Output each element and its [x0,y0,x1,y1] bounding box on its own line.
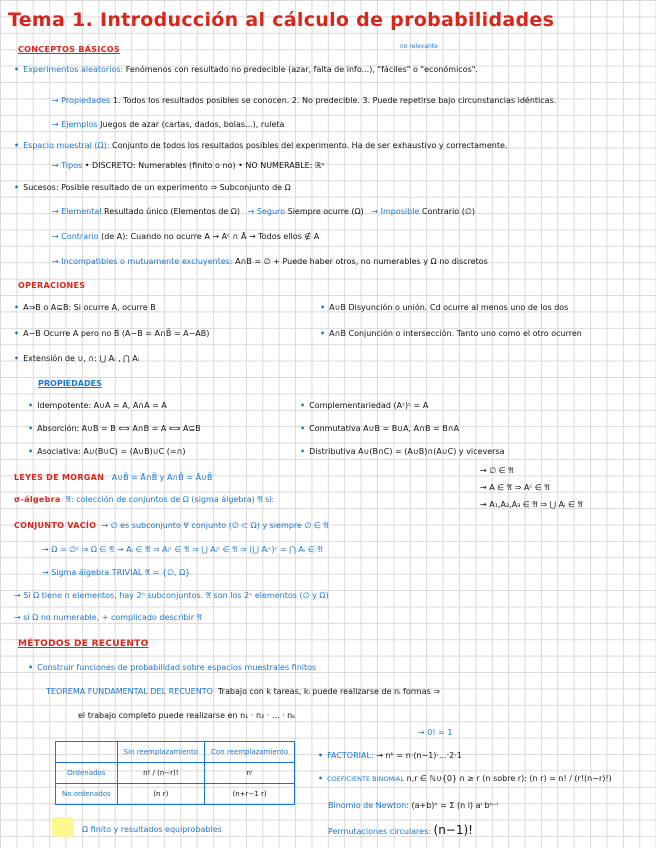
sigma-line-a: → Ω = ∅ᶜ ⇒ Ω ∈ 𝔄 → Aᵢ ∈ 𝔄 ⇒ Aᵢᶜ ∈ 𝔄 ⇒ ⋃ Aᵢᶜ ∈ 𝔄 ⇒ (⋃ Aᵢᶜ)ᶜ = ⋂ Aᵢ ∈ 𝔄 [42,545,323,554]
props-text: 1. Todos los resultados posibles se conocen. 2. No predecible. 3. Puede repetirse bajo circunstancias idénticas. [112,96,557,105]
space-text: Conjunto de todos los resultados posibles del experimento. Ha de ser exhaustivo y correctamente. [112,141,508,150]
props-line [52,95,556,107]
types-line [52,160,324,172]
events-line: • Sucesos: Posible resultado de un experimento ⇒ Subconjunto de Ω [14,183,291,192]
sigma-line [14,494,274,506]
table-cell-cr: (n+r−1 r) [205,784,295,805]
table-corner [56,742,118,763]
empty-line [14,520,329,532]
highlight-mark [52,817,74,837]
prop-line-1: • Idempotente: A∪A = A, A∩A = A [28,401,167,410]
counting-table [55,741,295,805]
theorem-label: TEOREMA FUNDAMENTAL DEL RECUENTO [46,687,213,696]
experiment-label: Experimentos aleatorios: [23,65,124,74]
props-label: → Propiedades [52,96,111,105]
contrario-line [52,231,319,243]
page-title: Tema 1. Introducción al cálculo de probabilidades [8,9,555,31]
sigma-cond-2: → A ∈ 𝔄 ⇒ Aᶜ ∈ 𝔄 [480,483,550,492]
op-line-3: • Extensión de ∪, ∩: ⋃ Aᵢ , ⋂ Aᵢ [14,354,140,363]
morgan-line [14,472,212,484]
prop-line-3: • Asociativa: A∪(B∪C) = (A∪B)∪C (=∩) [28,447,186,456]
prop-line-2b: • Conmutativa A∪B = B∪A, A∩B = B∩A [300,424,460,433]
sigma-label: σ-álgebra [14,495,61,504]
contr-text: (de A): Cuando no ocurre A → Aᶜ ∩ Ā → Todos ellos ∉ A [101,232,320,241]
table-row-ordenados: Ordenados [56,763,118,784]
prop-line-2: • Absorción: A∪B = B ⟺ A∩B = A ⟺ A⊆B [28,424,201,433]
circular-line [328,824,473,838]
factorial-line: • FACTORIAL: → nᵏ = n·(n−1)·...·2·1 [318,751,462,760]
newton-line [328,800,498,812]
imp-label: → Imposible [371,207,420,216]
types-label: → Tipos [52,161,83,170]
examples-text: Juegos de azar (cartas, dados, bolas...), ruleta [100,120,285,129]
sigma-text: 𝔄: colección de conjuntos de Ω (sigma álgebra) 𝔄 si: [65,495,275,504]
sigma-line-d: → si Ω no numerable, + complicado describir 𝔄 [14,613,202,622]
experiment-text: Fenómenos con resultado no predecible (azar, falta de info...), "fáciles" o "económicos". [125,65,478,74]
morgan-label: LEYES DE MORGAN [14,473,105,482]
sigma-cond-3: → A₁,A₂,A₃ ∈ 𝔄 ⇒ ⋃ Aᵢ ∈ 𝔄 [480,500,583,509]
experiment-line: • Experimentos aleatorios: Fenómenos con resultado no predecible (azar, falta de info...), "fáciles" o "económicos". [14,65,478,74]
section-heading-operaciones: OPERACIONES [18,281,86,290]
incompatibles-line [52,256,488,268]
theorem-text: Trabajo con k tareas, kᵢ puede realizarse de nᵢ formas ⇒ [217,687,441,696]
contr-label: → Contrario [52,232,99,241]
space-label: Espacio muestral (Ω): [23,141,110,150]
examples-line [52,119,284,131]
prop-line-1b: • Complementariedad (Aᶜ)ᶜ = A [300,401,429,410]
factorial-label: FACTORIAL: [327,751,374,760]
op-line-1b: • A∪B Disyunción o unión. Cd ocurre al menos uno de los dos [320,303,569,312]
section-heading-conceptos: CONCEPTOS BÁSICOS [18,45,120,54]
empty-text: → ∅ es subconjunto ∀ conjunto (∅ ⊂ Ω) y siempre ∅ ∈ 𝔄 [101,521,329,530]
circ-label: Permutaciones circulares: [328,827,431,836]
table-cell-vr: nʳ [205,763,295,784]
elem-text: Resultado único (Elementos de Ω) [104,207,241,216]
table-row-no-ordenados: No ordenados [56,784,118,805]
incomp-label: → Incompatibles o mutuamente excluyentes: [52,257,233,266]
sigma-line-c: → Si Ω tiene n elementos, hay 2ⁿ subconjuntos. 𝔄 son los 2ⁿ elementos (∅ y Ω) [14,591,329,600]
elemental-line [52,206,475,218]
newton-label: Binomio de Newton: [328,801,409,810]
finite-line: Ω finito y resultados equiprobables [82,825,222,834]
imp-text: Contrario (∅) [421,207,475,216]
recuento-intro: • Construir funciones de probabilidad sobre espacios muestrales finitos [28,663,317,672]
op-line-1: • A⇒B o A⊆B: Si ocurre A, ocurre B [14,303,156,312]
types-text: • DISCRETO: Numerables (finito o no) • NO NUMERABLE: ℝⁿ [84,161,325,170]
op-line-2: • A−B Ocurre A pero no B (A−B = A∩B̄ = A−AB) [14,329,210,338]
table-header-con: Con reemplazamiento [205,742,295,763]
morgan-text: A∪B̄ = Ā∩B̄ y A∩B̄ = Ā∪B̄ [111,473,213,482]
factorial-text: → nᵏ = n·(n−1)·...·2·1 [376,751,462,760]
newton-text: (a+b)ⁿ = Σ (n i) aⁱ bⁿ⁻ⁱ [411,801,499,810]
elem-label: → Elemental [52,207,102,216]
events-label: Sucesos: [23,183,59,192]
theorem-cont: el trabajo completo puede realizarse en n₁ · n₂ · ... · nₖ [78,711,296,720]
sure-text: Siempre ocurre (Ω) [287,207,364,216]
prop-line-3b: • Distributiva A∪(B∩C) = (A∪B)∩(A∪C) y viceversa [300,447,505,456]
zero-factorial: → 0! = 1 [418,728,453,737]
binom-label: COEFICIENTE BINOMIAL [327,775,405,783]
sigma-line-b: → Sigma álgebra TRIVIAL 𝔄 = {∅, Ω} [42,568,191,577]
empty-label: CONJUNTO VACÍO [14,521,97,530]
space-line: • Espacio muestral (Ω): Conjunto de todos los resultados posibles del experimento. Ha de ser exhaustivo y correctamente. [14,141,508,150]
op-line-2b: • A∩B Conjunción o intersección. Tanto uno como el otro ocurren [320,329,582,338]
examples-label: → Ejemplos [52,120,98,129]
events-text: Posible resultado de un experimento ⇒ Subconjunto de Ω [61,183,291,192]
incomp-text: A∩B = ∅ + Puede haber otros, no numerables y Ω no discretos [235,257,488,266]
sigma-cond-1: → ∅ ∈ 𝔄 [480,466,514,475]
binomial-line: • COEFICIENTE BINOMIAL n,r ∈ ℕ∪{0} n ≥ r (n sobre r): (n r) = n! / (r!(n−r)!) [318,774,612,783]
note-no-relevante: no relevante [400,43,438,50]
section-heading-recuento: MÉTODOS DE RECUENTO [18,639,149,649]
table-header-sin: Sin reemplazamiento [117,742,204,763]
circ-text: (n−1)! [433,823,473,837]
table-cell-variaciones: n! / (n−r)! [117,763,204,784]
section-heading-propiedades: PROPIEDADES [38,379,102,388]
theorem-line [46,686,440,698]
binom-text: n,r ∈ ℕ∪{0} n ≥ r (n sobre r): (n r) = n! / (r!(n−r)!) [406,774,612,783]
table-cell-combinaciones: (n r) [117,784,204,805]
sure-label: → Seguro [247,207,286,216]
